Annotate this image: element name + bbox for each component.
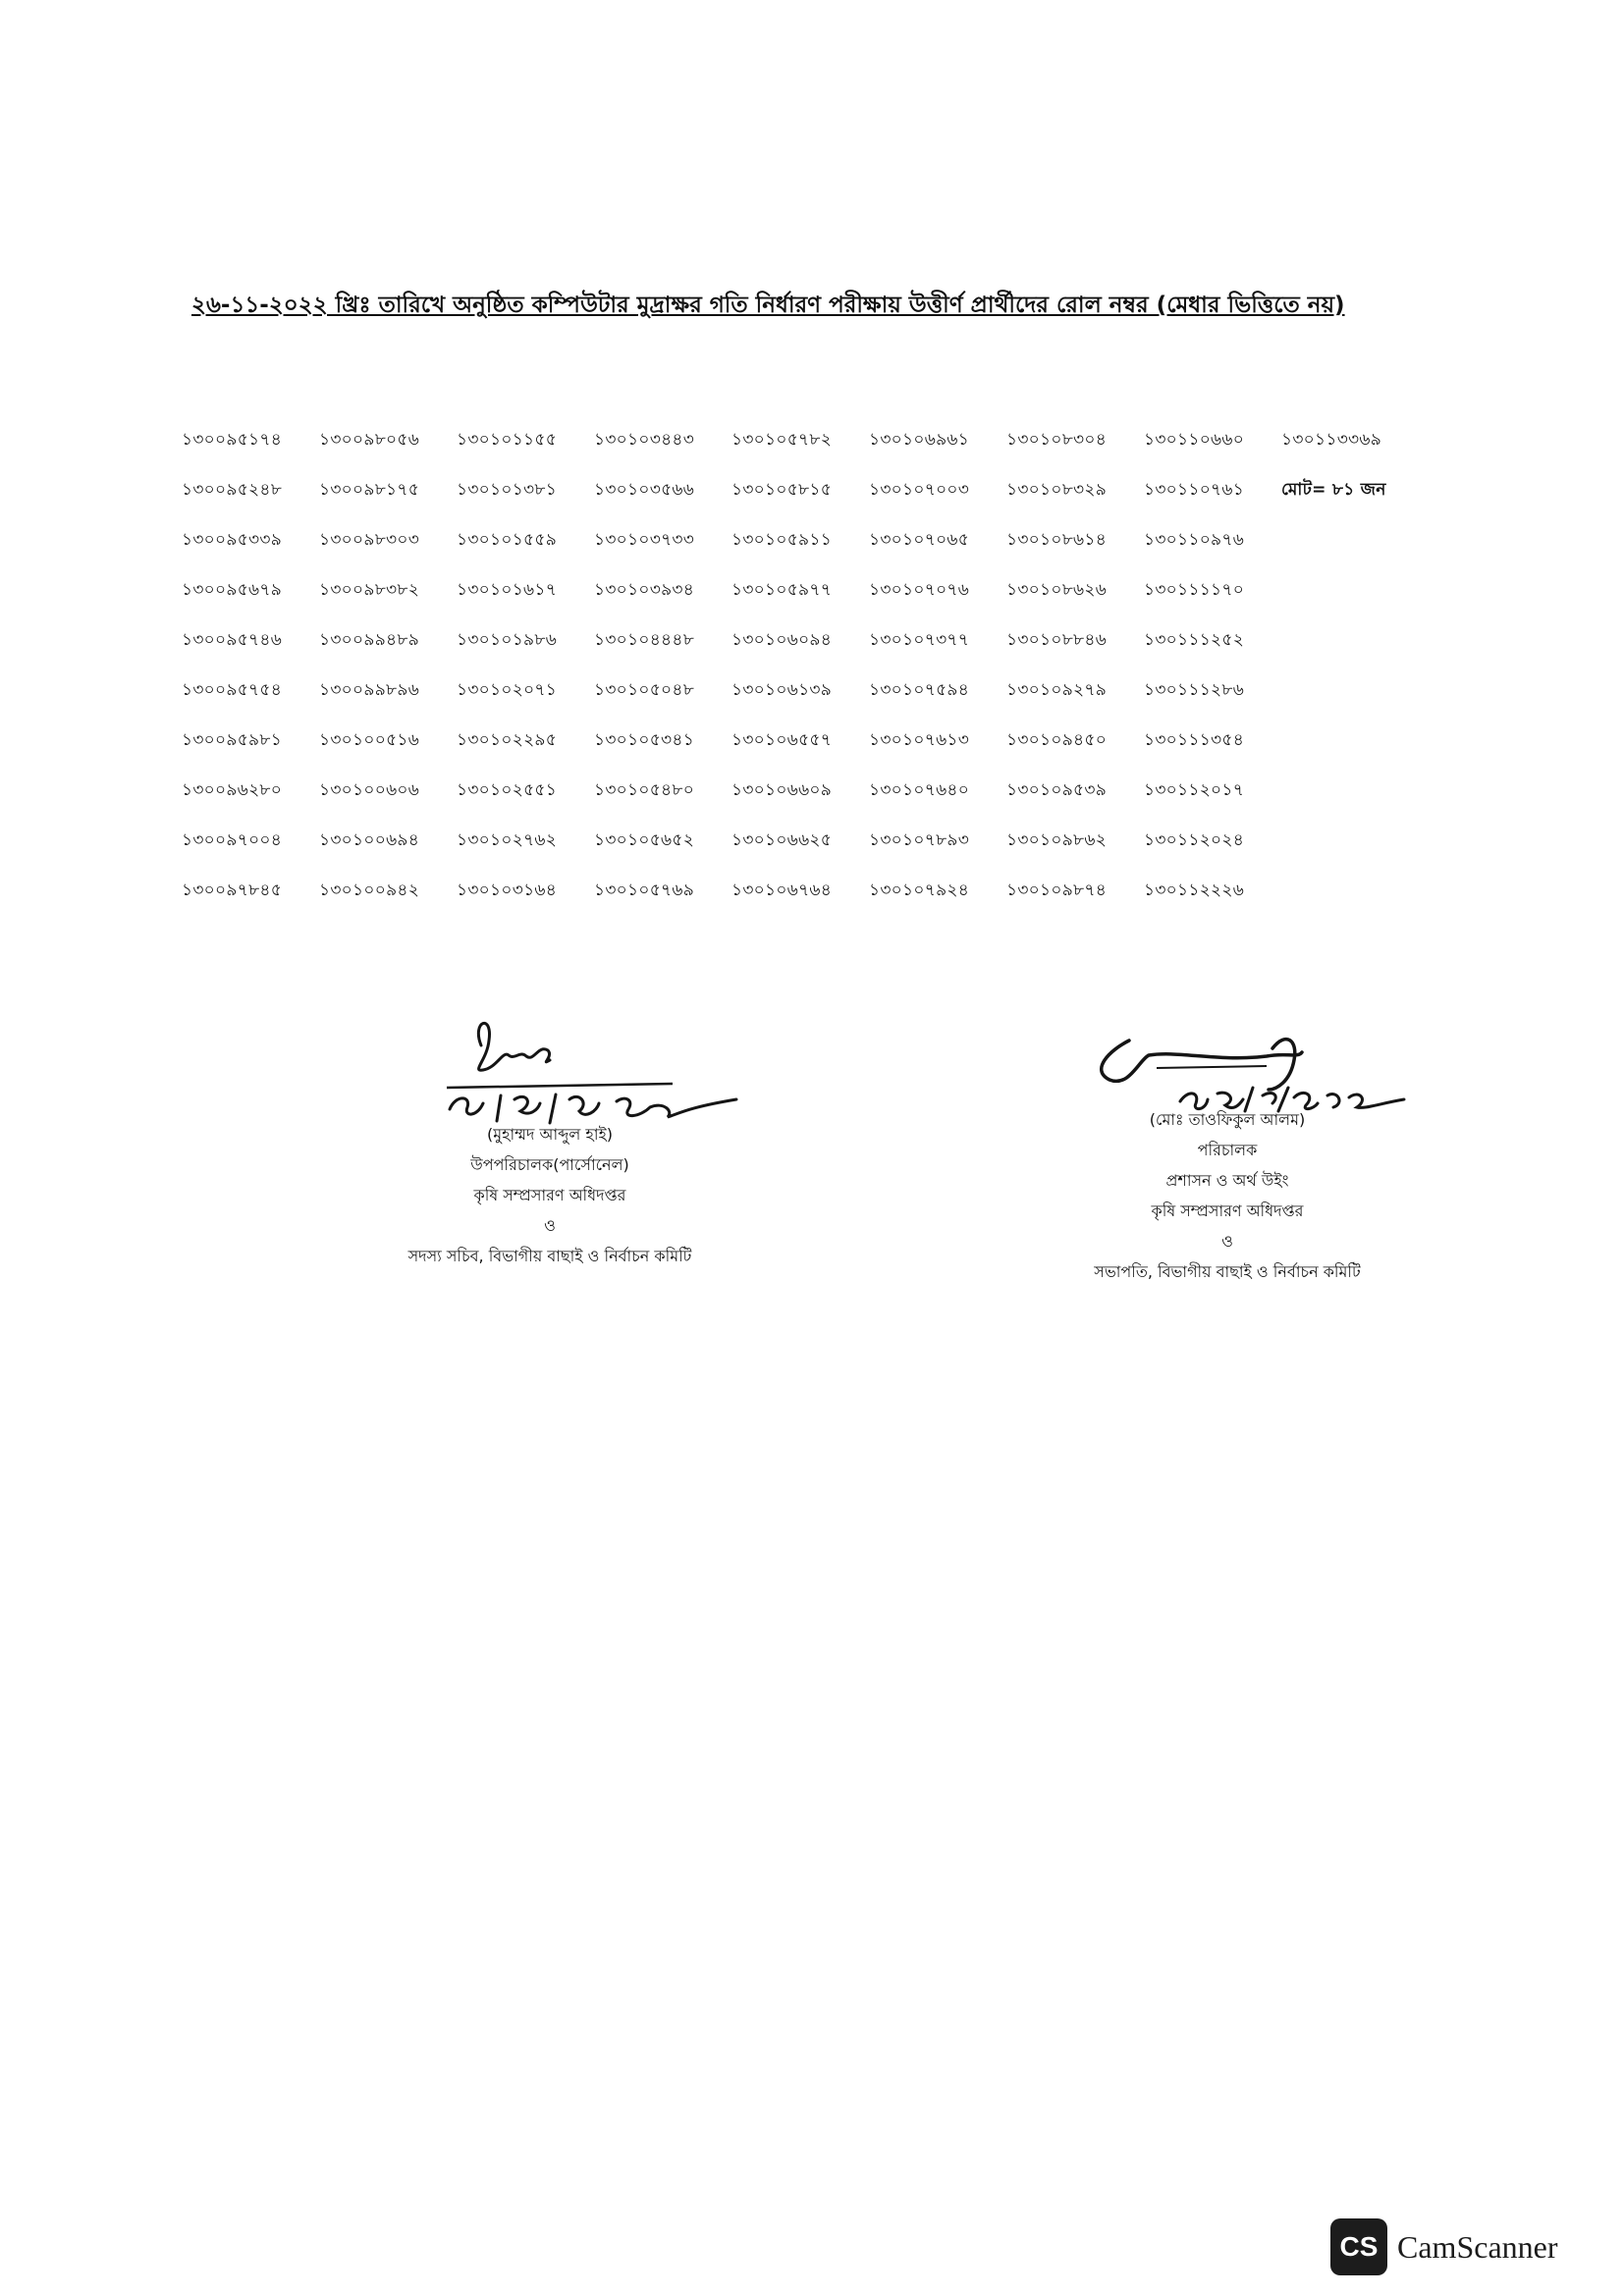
roll-number-cell: ১৩০১০৫৪৮০	[594, 780, 695, 800]
roll-number-cell: ১৩০১১৩৩৬৯	[1281, 430, 1382, 450]
roll-number-cell: ১৩০১০৫৬৫২	[594, 830, 695, 850]
right-signature	[1070, 1001, 1424, 1119]
roll-number-cell	[1281, 777, 1419, 828]
roll-number-cell: ১৩০১০৭৫৯৪	[869, 680, 970, 700]
roll-number-cell: ১৩০০৯৮৩৮২	[319, 580, 420, 600]
roll-number-cell: ১৩০১০৮৩০৪	[1006, 430, 1108, 450]
roll-number-cell: ১৩০১০১৩৮১	[457, 480, 558, 500]
roll-number-cell: ১৩০১১০৯৭৬	[1144, 530, 1245, 550]
camscanner-logo-icon: CS	[1330, 2218, 1387, 2275]
roll-number-cell: ১৩০১০৭৬১৩	[869, 730, 970, 750]
roll-number-cell: ১৩০১১০৭৬১	[1144, 480, 1245, 500]
roll-number-cell: ১৩০১০৭৩৭৭	[869, 630, 970, 650]
roll-number-cell: ১৩০১০১৫৫৯	[457, 530, 558, 550]
signatory-name: (মোঃ তাওফিকুল আলম)	[1149, 1110, 1306, 1129]
roll-number-cell: ১৩০১১২০১৭	[1144, 780, 1245, 800]
right-signature-block	[1021, 1104, 1434, 1287]
roll-number-cell: ১৩০১০৯২৭৯	[1006, 680, 1108, 700]
roll-number-cell: ১৩০১০১৬১৭	[457, 580, 558, 600]
roll-number-cell: ১৩০১০৯৪৫০	[1006, 730, 1108, 750]
left-signature	[432, 1001, 756, 1139]
roll-number-cell: ১৩০০৯৫৩৩৯	[182, 530, 283, 550]
camscanner-watermark	[1330, 2218, 1558, 2275]
roll-number-cell: ১৩০০৯৯৮৯৬	[319, 680, 420, 700]
document-title: ২৬-১১-২০২২ খ্রিঃ তারিখে অনুষ্ঠিত কম্পিউটার মুদ্রাক্ষর গতি নির্ধারণ পরীক্ষায় উত্তীর্ণ প্রার্থীদের রোল নম্বর (মেধার ভিত্তিতে নয়)	[191, 293, 1345, 318]
roll-number-cell: ১৩০১০৫৮১৫	[731, 480, 833, 500]
roll-number-grid	[182, 427, 1419, 928]
roll-number-cell: ১৩০১১১২৮৬	[1144, 680, 1245, 700]
signatory-designation: পরিচালক	[1197, 1141, 1258, 1159]
roll-number-cell: ১৩০০৯৭০০৪	[182, 830, 283, 850]
roll-number-cell	[1281, 577, 1419, 627]
roll-number-cell: ১৩০১০৭৮৯৩	[869, 830, 970, 850]
roll-number-cell: ১৩০১০৫০৪৮	[594, 680, 695, 700]
roll-number-cell: ১৩০০৯৬২৮০	[182, 780, 283, 800]
roll-number-cell: ১৩০১০২৭৬২	[457, 830, 558, 850]
committee-role: সদস্য সচিব, বিভাগীয় বাছাই ও নির্বাচন কমিটি	[407, 1247, 692, 1265]
roll-number-cell: ১৩০১০৮৬২৬	[1006, 580, 1108, 600]
roll-number-cell: ১৩০১০৩৭৩৩	[594, 530, 695, 550]
roll-number-cell: ১৩০০৯৯৪৮৯	[319, 630, 420, 650]
roll-number-cell: ১৩০১০৬৬২৫	[731, 830, 833, 850]
roll-number-cell: ১৩০১০৬৯৬১	[869, 430, 970, 450]
roll-number-cell: ১৩০১১১১৭০	[1144, 580, 1245, 600]
conjunction-text: ও	[544, 1216, 556, 1235]
signatory-office: কৃষি সম্প্রসারণ অধিদপ্তর	[1151, 1201, 1304, 1220]
roll-number-cell: ১৩০১০০৬৯৪	[319, 830, 420, 850]
roll-number-cell: ১৩০১০০৫১৬	[319, 730, 420, 750]
roll-number-cell: ১৩০১০৮৩২৯	[1006, 480, 1108, 500]
roll-number-cell: ১৩০১০৫৯১১	[731, 530, 833, 550]
roll-number-cell: ১৩০০৯৫৯৮১	[182, 730, 283, 750]
roll-number-cell: ১৩০১০৬০৯৪	[731, 630, 833, 650]
roll-number-cell: ১৩০০৯৮৩০৩	[319, 530, 420, 550]
signatory-name: (মুহাম্মদ আব্দুল হাই)	[486, 1125, 614, 1144]
roll-number-cell: ১৩০১১১৩৫৪	[1144, 730, 1245, 750]
roll-number-cell: ১৩০১০৫৯৭৭	[731, 580, 833, 600]
roll-number-cell: ১৩০০৯৮১৭৫	[319, 480, 420, 500]
roll-number-cell: ১৩০১০৭০৬৫	[869, 530, 970, 550]
roll-number-cell	[1281, 878, 1419, 928]
roll-number-cell: ১৩০০৯৭৮৪৫	[182, 881, 283, 900]
roll-number-cell: ১৩০১০৮৮৪৬	[1006, 630, 1108, 650]
roll-number-cell: ১৩০১০৭০০৩	[869, 480, 970, 500]
total-count: মোট= ৮১ জন	[1281, 480, 1386, 500]
roll-number-cell: ১৩০১০৪৪৪৮	[594, 630, 695, 650]
camscanner-app-name: CamScanner	[1397, 2228, 1558, 2265]
roll-number-cell: ১৩০১০০৬০৬	[319, 780, 420, 800]
roll-number-cell: ১৩০১০০৯৪২	[319, 881, 420, 900]
committee-role: সভাপতি, বিভাগীয় বাছাই ও নির্বাচন কমিটি	[1094, 1262, 1361, 1281]
roll-number-cell: ১৩০১০৬১৩৯	[731, 680, 833, 700]
roll-number-cell	[1281, 727, 1419, 777]
signatory-office: কৃষি সম্প্রসারণ অধিদপ্তর	[473, 1186, 626, 1204]
roll-number-cell: ১৩০০৯৫৬৭৯	[182, 580, 283, 600]
roll-number-cell: ১৩০১০৫৩৪১	[594, 730, 695, 750]
roll-number-cell: ১৩০১০২২৯৫	[457, 730, 558, 750]
conjunction-text: ও	[1221, 1232, 1233, 1251]
signatory-wing: প্রশাসন ও অর্থ উইং	[1165, 1171, 1289, 1190]
roll-number-cell: ১৩০১০৬৫৫৭	[731, 730, 833, 750]
roll-number-cell: ১৩০১০৭৬৪০	[869, 780, 970, 800]
left-signature-block	[353, 1119, 746, 1271]
roll-number-cell: ১৩০০৯৫৭৫৪	[182, 680, 283, 700]
roll-number-cell: ১৩০১০১৯৮৬	[457, 630, 558, 650]
roll-number-cell	[1281, 527, 1419, 577]
roll-number-cell: ১৩০১০৯৫৩৯	[1006, 780, 1108, 800]
roll-number-cell	[1281, 627, 1419, 677]
roll-number-cell: ১৩০১০৩৫৬৬	[594, 480, 695, 500]
roll-number-cell: ১৩০০৯৫২৪৮	[182, 480, 283, 500]
roll-number-cell: ১৩০১১১২৫২	[1144, 630, 1245, 650]
roll-number-cell: ১৩০১০৫৭৬৯	[594, 881, 695, 900]
roll-number-cell: ১৩০১১২০২৪	[1144, 830, 1245, 850]
roll-number-cell: ১৩০১০৯৮৬২	[1006, 830, 1108, 850]
roll-number-cell: ১৩০১০৬৬০৯	[731, 780, 833, 800]
roll-number-cell: ১৩০১১০৬৬০	[1144, 430, 1245, 450]
roll-number-cell: ১৩০১০৩৪৪৩	[594, 430, 695, 450]
roll-number-cell: ১৩০০৯৫১৭৪	[182, 430, 283, 450]
roll-number-cell: ১৩০১০৬৭৬৪	[731, 881, 833, 900]
roll-number-cell: ১৩০১১২২২৬	[1144, 881, 1245, 900]
roll-number-cell: ১৩০১০৩১৬৪	[457, 881, 558, 900]
roll-number-cell: ১৩০১০৩৯৩৪	[594, 580, 695, 600]
roll-number-cell: ১৩০১০৭৯২৪	[869, 881, 970, 900]
roll-number-cell: ১৩০১০৮৬১৪	[1006, 530, 1108, 550]
roll-number-cell: ১৩০১০৫৭৮২	[731, 430, 833, 450]
roll-number-cell: ১৩০০৯৫৭৪৬	[182, 630, 283, 650]
roll-number-cell: ১৩০১০৭০৭৬	[869, 580, 970, 600]
roll-number-cell: ১৩০১০১১৫৫	[457, 430, 558, 450]
roll-number-cell: ১৩০১০২৫৫১	[457, 780, 558, 800]
roll-number-cell: ১৩০০৯৮০৫৬	[319, 430, 420, 450]
roll-number-cell: ১৩০১০২০৭১	[457, 680, 558, 700]
roll-number-cell: ১৩০১০৯৮৭৪	[1006, 881, 1108, 900]
roll-number-cell	[1281, 828, 1419, 878]
roll-number-cell	[1281, 677, 1419, 727]
signatory-designation: উপপরিচালক(পার্সোনেল)	[470, 1155, 629, 1174]
